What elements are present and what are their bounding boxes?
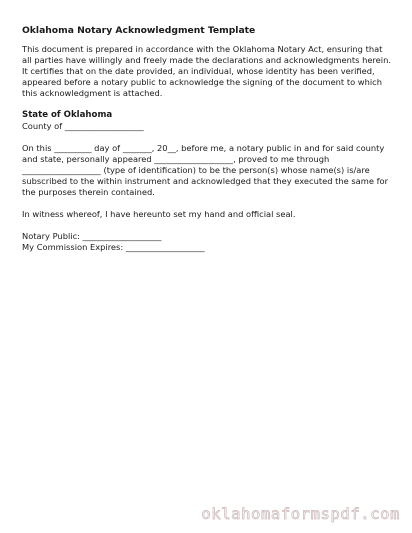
commission-expires-line: My Commission Expires: ___________________ xyxy=(22,242,205,252)
state-heading: State of Oklahoma xyxy=(22,110,113,120)
spacer xyxy=(22,220,394,231)
document-body xyxy=(22,25,394,253)
acknowledgment-paragraph: On this _________ day of _______, 20__, before me, a notary public in and for said county and state, personally appeared ___________________, proved to me through ___________________ (type of identification) to be the person(s) whose name(s) is/are subscribed to the within instrument and acknowledged that they executed the same for the purposes therein contained. xyxy=(22,143,389,197)
site-watermark: oklahomaformspdf.com xyxy=(201,505,400,523)
spacer xyxy=(22,132,394,143)
spacer xyxy=(22,198,394,209)
document-title: Oklahoma Notary Acknowledgment Template xyxy=(22,25,256,36)
notary-public-line: Notary Public: ___________________ xyxy=(22,231,162,241)
intro-paragraph: This document is prepared in accordance with the Oklahoma Notary Act, ensuring that all parties have willingly and freely made the declarations and acknowledgments herein. It certifies that on the date provided, an individual, whose identity has been verified, appeared before a notary public to acknowledge the signing of the document to which this acknowledgment is attached. xyxy=(22,44,391,98)
witness-statement: In witness whereof, I have hereunto set my hand and official seal. xyxy=(22,209,296,219)
county-line: County of ___________________ xyxy=(22,121,144,131)
